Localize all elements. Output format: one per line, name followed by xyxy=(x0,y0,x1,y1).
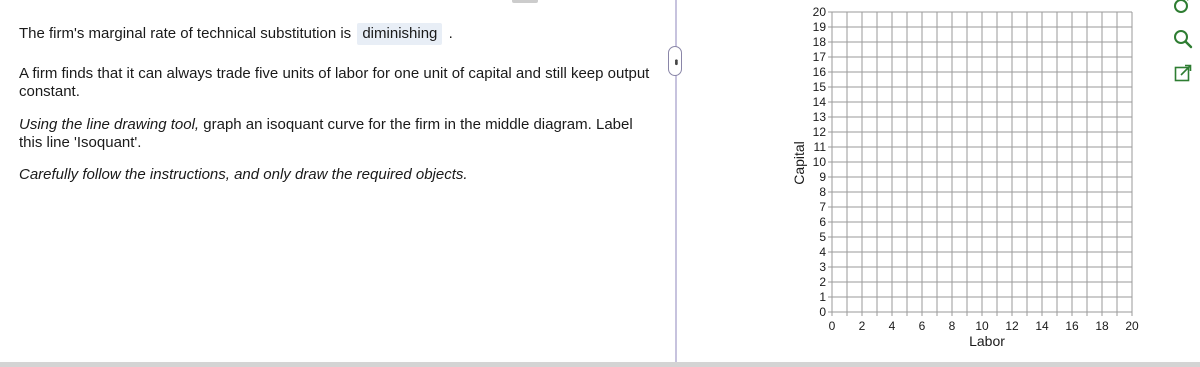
ellipsis-icon: ••• xyxy=(670,58,681,64)
zoom-button[interactable] xyxy=(1168,24,1198,54)
y-tick-label: 8 xyxy=(819,185,826,199)
x-tick-label: 18 xyxy=(1095,319,1109,333)
y-tick-label: 6 xyxy=(819,215,826,229)
y-tick-label: 12 xyxy=(812,125,826,139)
x-tick-label: 2 xyxy=(858,319,866,333)
y-tick-label: 7 xyxy=(819,200,826,214)
x-tick-label: 14 xyxy=(1035,319,1049,333)
drawing-tool-button[interactable] xyxy=(1168,0,1198,22)
popout-icon xyxy=(1174,64,1192,82)
x-tick-label: 8 xyxy=(948,319,956,333)
y-tick-label: 2 xyxy=(819,275,826,289)
bottom-scroll-edge xyxy=(0,362,1200,367)
caution-text xyxy=(19,166,659,184)
y-tick-label: 14 xyxy=(812,95,826,109)
mrts-statement xyxy=(19,25,659,45)
instruction-rest: graph an isoquant curve for the firm in the middle diagram. Label this line 'Isoquant'. xyxy=(19,116,633,151)
y-tick-label: 0 xyxy=(819,305,826,319)
x-tick-label: 12 xyxy=(1005,319,1019,333)
x-tick-label: 6 xyxy=(918,319,926,333)
trade-statement: A firm finds that it can always trade five units of labor for one unit of capital and still keep output constant. xyxy=(19,65,650,100)
y-tick-label: 9 xyxy=(819,170,826,184)
instruction-italic: Using the line drawing tool, xyxy=(19,116,200,133)
x-tick-labels xyxy=(829,319,1139,333)
y-tick-label: 18 xyxy=(812,35,826,49)
plot-grid xyxy=(828,12,1132,316)
y-tick-label: 11 xyxy=(813,140,826,154)
graph-toolbar xyxy=(1168,0,1200,100)
instruction-text xyxy=(19,116,659,152)
popout-button[interactable] xyxy=(1168,58,1198,88)
y-tick-labels xyxy=(813,5,827,319)
x-tick-label: 20 xyxy=(1125,319,1139,333)
y-tick-label: 13 xyxy=(812,110,826,124)
y-tick-label: 1 xyxy=(819,290,826,304)
caution-italic: Carefully follow the instructions, and only draw the required objects. xyxy=(19,166,468,183)
mrts-suffix: . xyxy=(448,25,453,42)
y-tick-label: 16 xyxy=(812,65,826,79)
y-tick-label: 19 xyxy=(812,20,826,34)
drawing-tool-icon xyxy=(1173,0,1193,17)
splitter-handle[interactable] xyxy=(668,46,682,76)
y-tick-label: 15 xyxy=(812,80,826,94)
y-axis-label: Capital xyxy=(791,141,807,185)
y-tick-label: 3 xyxy=(819,260,826,274)
y-tick-label: 10 xyxy=(812,155,826,169)
y-tick-label: 20 xyxy=(812,5,826,19)
y-tick-label: 4 xyxy=(819,245,826,259)
zoom-icon xyxy=(1173,29,1193,49)
x-tick-label: 0 xyxy=(828,319,836,333)
top-tab-stub xyxy=(512,0,538,3)
x-tick-label: 4 xyxy=(888,319,896,333)
answer-dropdown[interactable]: diminishing xyxy=(357,23,442,45)
y-tick-label: 5 xyxy=(819,230,826,244)
x-tick-label: 10 xyxy=(975,319,989,333)
mrts-prefix: The firm's marginal rate of technical substitution is xyxy=(19,25,352,42)
x-tick-label: 16 xyxy=(1065,319,1079,333)
y-tick-label: 17 xyxy=(812,50,826,64)
graph-area[interactable] xyxy=(780,0,1160,360)
x-axis-label: Labor xyxy=(969,333,1005,349)
